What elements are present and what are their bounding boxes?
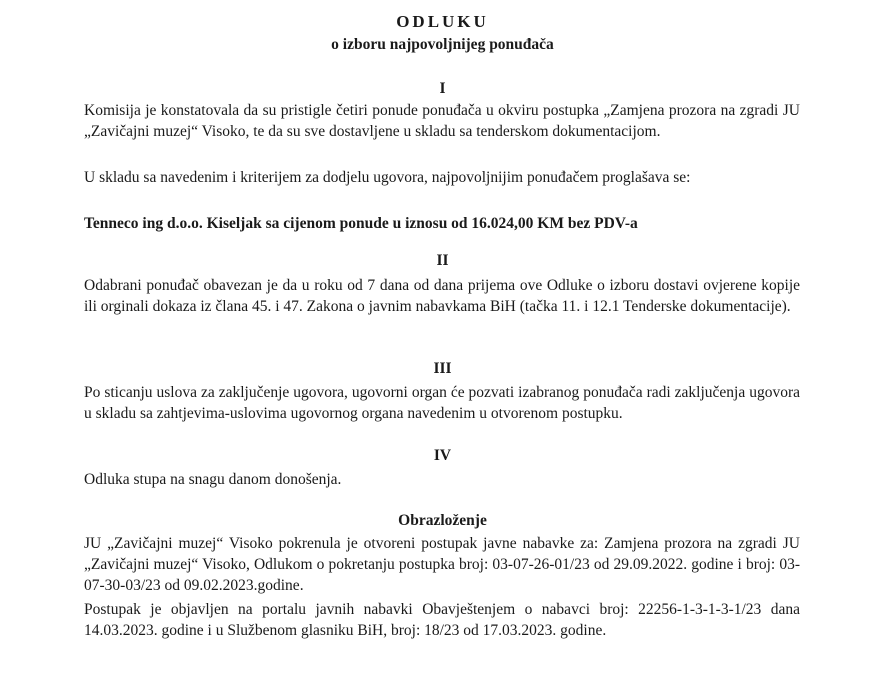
section-heading-3: III bbox=[433, 360, 452, 377]
explanation-heading: Obrazloženje bbox=[398, 512, 487, 529]
section-4-paragraph: Odluka stupa na snagu danom donošenja. bbox=[84, 471, 342, 488]
section-3-paragraph: Po sticanju uslova za zaključenje ugovora, ugovorni organ će pozvati izabranog ponuđača radi zaključenja ugovora u skladu sa zahtjevima-uslovima ugovornog organa navedenim u otvorenom postupku. bbox=[84, 384, 800, 422]
section-2-paragraph: Odabrani ponuđač obavezan je da u roku od 7 dana od dana prijema ove Odluke o izboru dostavi ovjerene kopije ili orginali dokaza iz člana 45. i 47. Zakona o javnim nabavkama BiH (tačka 11. i 12.1 Tenderske dokumentacije). bbox=[84, 277, 800, 315]
explanation-paragraph-1: JU „Zavičajni muzej“ Visoko pokrenula je otvoreni postupak javne nabavke za: Zamjena prozora na zgradi JU „Zavičajni muzej“ Visoko, Odlukom o pokretanju postupka broj: 03-07-26-01/23 od 29.09.2022. godine i broj: 03-07-30-03/23 od 09.02.2023.godine. bbox=[84, 535, 800, 594]
section-heading-4: IV bbox=[433, 447, 452, 464]
section-1-paragraph-1: Komisija je konstatovala da su pristigle četiri ponude ponuđača u okviru postupka „Zamjena prozora na zgradi JU „Zavičajni muzej“ Visoko, te da su sve dostavljene u skladu sa tenderskom dokumentacijom. bbox=[84, 102, 800, 140]
section-heading-1: I bbox=[439, 80, 446, 97]
explanation-paragraph-2: Postupak je objavljen na portalu javnih nabavki Obavještenjem o nabavci broj: 22256-1-3-1-3-1/23 dana 14.03.2023. godine i u Službenom glasniku BiH, broj: 18/23 od 17.03.2023. godine. bbox=[84, 601, 800, 639]
selected-bidder: Tenneco ing d.o.o. Kiseljak sa cijenom ponude u iznosu od 16.024,00 KM bez PDV-a bbox=[84, 215, 638, 232]
document-subtitle: o izboru najpovoljnijeg ponuđača bbox=[331, 36, 554, 53]
document-title: ODLUKU bbox=[396, 12, 489, 31]
section-heading-2: II bbox=[436, 252, 449, 269]
section-1-paragraph-2: U skladu sa navedenim i kriterijem za dodjelu ugovora, najpovoljnijim ponuđačem proglašava se: bbox=[84, 169, 691, 186]
